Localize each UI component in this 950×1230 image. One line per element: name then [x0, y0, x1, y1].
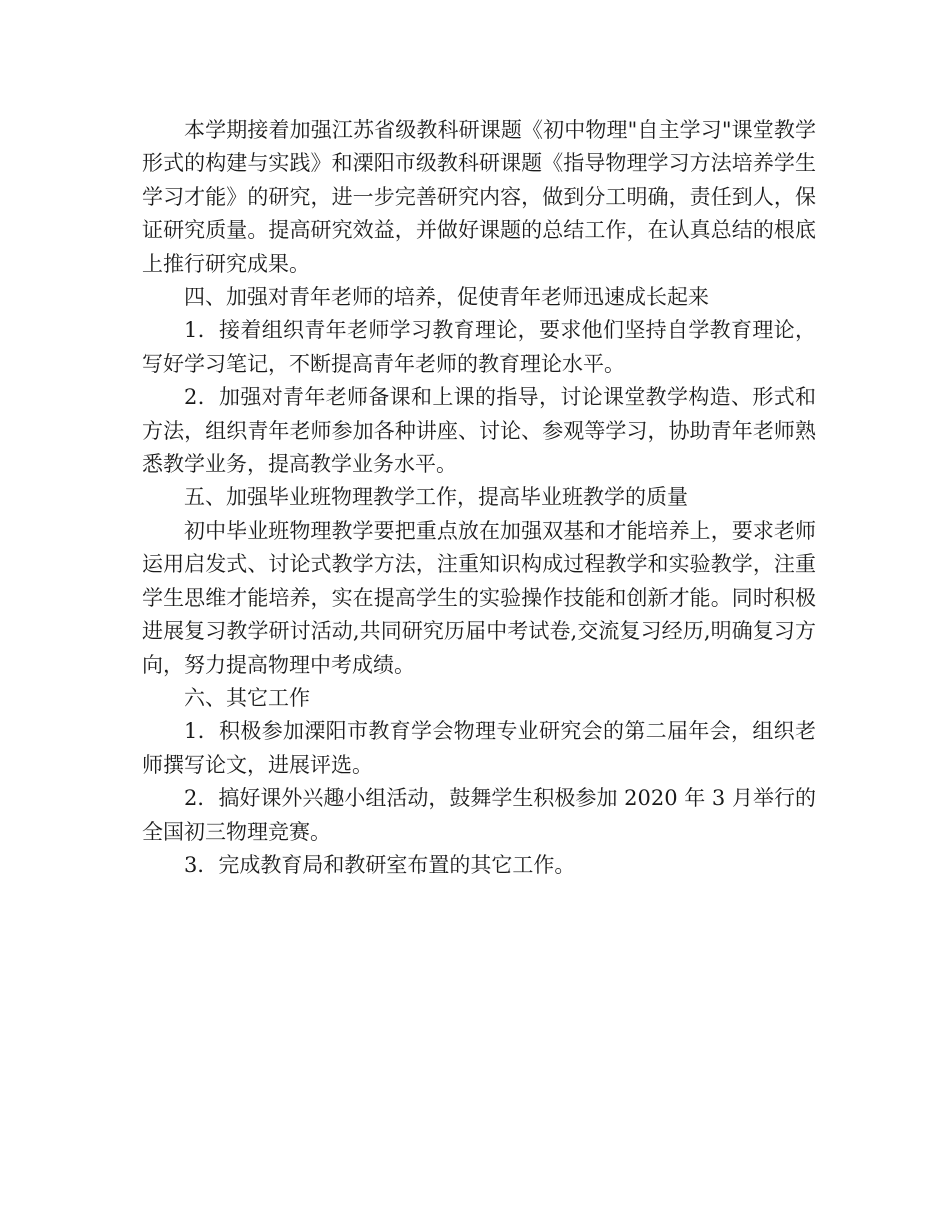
list-item-other-work-3: 3．完成教育局和教研室布置的其它工作。 — [184, 852, 576, 877]
list-item-other-work-1: 1．积极参加溧阳市教育学会物理专业研究会的第二届年会，组织老师撰写论文，进展评选。 — [142, 719, 816, 777]
list-item-young-teachers-1: 1．接着组织青年老师学习教育理论，要求他们坚持自学教育理论，写好学习笔记，不断提高青年老师的教育理论水平。 — [142, 318, 816, 376]
section-heading-young-teachers: 四、加强对青年老师的培养，促使青年老师迅速成长起来 — [184, 285, 709, 310]
paragraph-research-topics: 本学期接着加强江苏省级教科研课题《初中物理"自主学习"课堂教学形式的构建与实践》和溧阳市级教科研课题《指导物理学习方法培养学生学习才能》的研究，进一步完善研究内容，做到分工明确，责任到人，保证研究质量。提高研究效益，并做好课题的总结工作，在认真总结的根底上推行研究成果。 — [142, 118, 816, 276]
section-heading-graduating-class: 五、加强毕业班物理教学工作，提高毕业班教学的质量 — [184, 485, 688, 510]
paragraph-graduating-class: 初中毕业班物理教学要把重点放在加强双基和才能培养上，要求老师运用启发式、讨论式教学方法，注重知识构成过程教学和实验教学，注重学生思维才能培养，实在提高学生的实验操作技能和创新才能。同时积极进展复习教学研讨活动,共同研究历届中考试卷,交流复习经历,明确复习方向，努力提高物理中考成绩。 — [142, 518, 816, 677]
list-item-young-teachers-2: 2．加强对青年老师备课和上课的指导，讨论课堂教学构造、形式和方法，组织青年老师参加各种讲座、讨论、参观等学习，协助青年老师熟悉教学业务，提高教学业务水平。 — [142, 385, 816, 477]
list-item-other-work-2: 2．搞好课外兴趣小组活动，鼓舞学生积极参加 2020 年 3 月举行的全国初三物理竞赛。 — [142, 786, 816, 844]
section-heading-other-work: 六、其它工作 — [184, 685, 310, 710]
